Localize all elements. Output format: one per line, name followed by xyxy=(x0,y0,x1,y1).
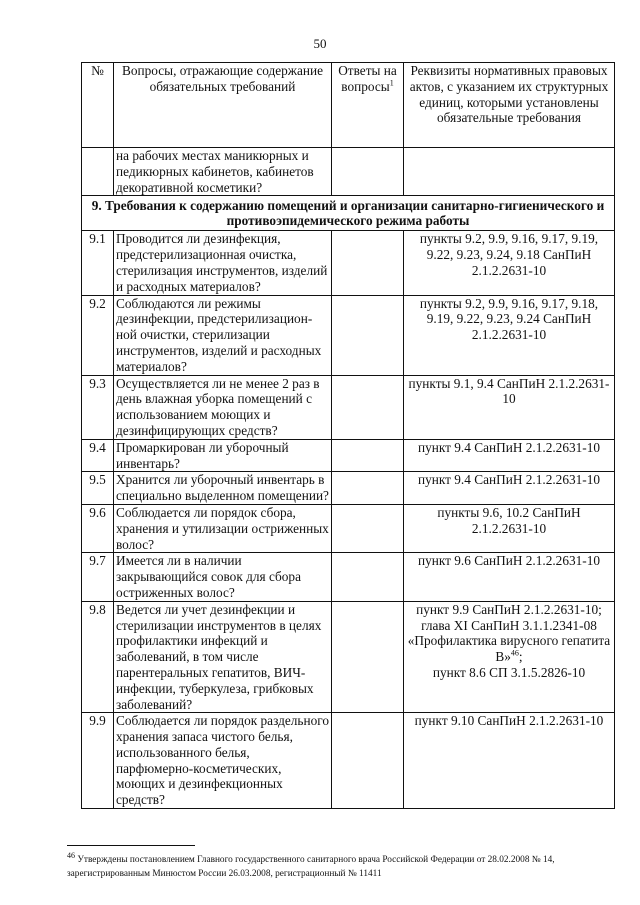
row-number: 9.5 xyxy=(82,472,114,505)
table-row xyxy=(82,553,615,601)
row-number: 9.3 xyxy=(82,375,114,439)
header-number: № xyxy=(82,63,114,148)
header-answers xyxy=(332,63,404,148)
question-cell: Проводится ли дезинфекция, предстерилизационная очистка, стерилизация инструментов, изделий и расходных материалов? xyxy=(114,231,332,295)
question-cell: Имеется ли в наличии закрывающийся совок для сбора остриженных волос? xyxy=(114,553,332,601)
requisites-line: глава XI СанПиН 3.1.1.2341-08 xyxy=(421,617,597,633)
table-row xyxy=(82,231,615,295)
requisites-cell: пункты 9.6, 10.2 СанПиН 2.1.2.2631-10 xyxy=(404,504,615,552)
row-number: 9.6 xyxy=(82,504,114,552)
header-question: Вопросы, отражающие содержание обязательных требований xyxy=(114,63,332,148)
answer-cell xyxy=(332,375,404,439)
footnote-ref: 46 xyxy=(510,648,519,658)
answer-cell xyxy=(332,148,404,196)
answer-cell xyxy=(332,439,404,472)
table-header-row xyxy=(82,63,615,148)
requisites-line: пункт 9.9 СанПиН 2.1.2.2631-10; xyxy=(416,601,602,617)
question-cell: Соблюдаются ли режимы дезинфекции, предстерилизацион-ной очистки, стерилизации инструментов, изделий и расходных материалов? xyxy=(114,295,332,375)
section-title-row xyxy=(82,196,615,231)
requisites-cell: пункт 9.10 СанПиН 2.1.2.2631-10 xyxy=(404,713,615,809)
page-number: 50 xyxy=(313,36,327,51)
answer-cell xyxy=(332,231,404,295)
table-row xyxy=(82,504,615,552)
answer-cell xyxy=(332,713,404,809)
question-cell: Соблюдается ли порядок сбора, хранения и утилизации остриженных волос? xyxy=(114,504,332,552)
table-row xyxy=(82,713,615,809)
row-number: 9.9 xyxy=(82,713,114,809)
requisites-cell xyxy=(404,148,615,196)
requisites-cell: пункт 9.6 СанПиН 2.1.2.2631-10 xyxy=(404,553,615,601)
footnote-marker: 46 xyxy=(67,850,75,860)
section-title: 9. Требования к содержанию помещений и организации санитарно-гигиенического и противоэпидемического режима работы xyxy=(82,196,615,231)
requisites-cell: пункты 9.1, 9.4 СанПиН 2.1.2.2631-10 xyxy=(404,375,615,439)
footnote xyxy=(67,850,617,881)
question-cell: Промаркирован ли уборочный инвентарь? xyxy=(114,439,332,472)
row-number-cell xyxy=(82,148,114,196)
row-number: 9.2 xyxy=(82,295,114,375)
table-row xyxy=(82,439,615,472)
question-cell: на рабочих местах маникюрных и педикюрных кабинетов, кабинетов декоративной косметики? xyxy=(114,148,332,196)
table-row xyxy=(82,601,615,713)
requisites-line: пункт 8.6 СП 3.1.5.2826-10 xyxy=(432,664,586,680)
question-cell: Соблюдается ли порядок раздельного хранения запаса чистого белья, использованного белья, парфюмерно-косметических, моющих и дезинфекционных средств? xyxy=(114,713,332,809)
requisites-cell: пункт 9.4 СанПиН 2.1.2.2631-10 xyxy=(404,439,615,472)
row-number: 9.7 xyxy=(82,553,114,601)
requisites-cell: пункты 9.2, 9.9, 9.16, 9.17, 9.19, 9.22, 9.23, 9.24, 9.18 СанПиН 2.1.2.2631-10 xyxy=(404,231,615,295)
question-cell: Хранится ли уборочный инвентарь в специально выделенном помещении? xyxy=(114,472,332,505)
question-cell: Осуществляется ли не менее 2 раз в день влажная уборка помещений с использованием моющих и дезинфицирующих средств? xyxy=(114,375,332,439)
answer-cell xyxy=(332,601,404,713)
header-requisites: Реквизиты нормативных правовых актов, с указанием их структурных единиц, которыми установлены обязательные требования xyxy=(404,63,615,148)
row-number: 9.1 xyxy=(82,231,114,295)
table-row-continuation xyxy=(82,148,615,196)
requisites-cell: пункты 9.2, 9.9, 9.16, 9.17, 9.18, 9.19, 9.22, 9.23, 9.24 СанПиН 2.1.2.2631-10 xyxy=(404,295,615,375)
header-answers-text: Ответы на вопросы xyxy=(338,63,397,94)
requisites-line-tail: ; xyxy=(518,649,523,665)
question-cell: Ведется ли учет дезинфекции и стерилизации инструментов в целях профилактики инфекций и заболеваний, в том числе парентеральных гепатитов, ВИЧ-инфекции, туберкулеза, грибковых заболеваний? xyxy=(114,601,332,713)
table-row xyxy=(82,295,615,375)
footnote-divider xyxy=(67,845,195,846)
header-answers-footnote-ref: 1 xyxy=(389,78,394,88)
requisites-cell: пункт 9.4 СанПиН 2.1.2.2631-10 xyxy=(404,472,615,505)
footnote-text: Утверждены постановлением Главного государственного санитарного врача Российской Федерации от 28.02.2008 № 14, зарегистрированным Минюстом России 26.03.2008, регистрационный № 11411 xyxy=(67,855,555,879)
answer-cell xyxy=(332,295,404,375)
table-row xyxy=(82,472,615,505)
row-number: 9.4 xyxy=(82,439,114,472)
answer-cell xyxy=(332,553,404,601)
requirements-table xyxy=(81,62,615,809)
requisites-cell xyxy=(404,601,615,713)
requisites-line xyxy=(406,633,612,665)
row-number: 9.8 xyxy=(82,601,114,713)
answer-cell xyxy=(332,472,404,505)
table-row xyxy=(82,375,615,439)
answer-cell xyxy=(332,504,404,552)
requisites-line-text: «Профилактика вирусного гепатита В» xyxy=(407,633,611,665)
